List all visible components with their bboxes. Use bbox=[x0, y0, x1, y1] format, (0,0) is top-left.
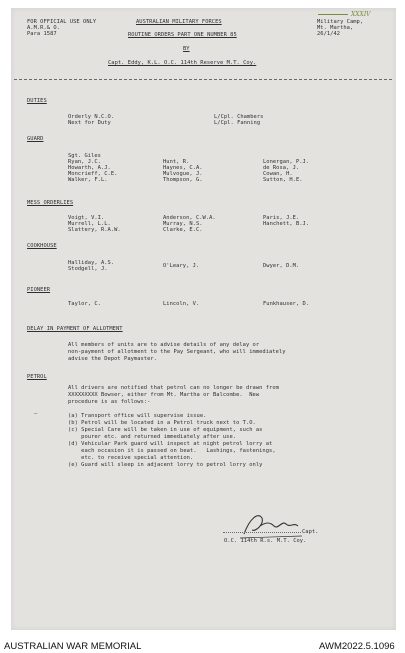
duties-heading: DUTIES bbox=[27, 98, 47, 104]
petrol-heading: PETROL bbox=[27, 374, 47, 380]
petrol-item: (c) Special Care will be taken in use of equipment, such as bbox=[68, 427, 263, 433]
mess-orderly-name: Slattery, R.A.W. bbox=[68, 227, 121, 233]
mess-orderlies-heading: MESS ORDERLIES bbox=[27, 200, 74, 206]
duty-label: Next for Duty bbox=[68, 120, 111, 126]
mess-orderly-name: Hanchett, B.J. bbox=[263, 221, 310, 227]
cookhouse-name: O'Leary, J. bbox=[163, 263, 200, 269]
guard-heading: GUARD bbox=[27, 136, 44, 142]
petrol-body-line: procedure is as follows:- bbox=[68, 399, 151, 405]
cookhouse-name: Stodgell, J. bbox=[68, 266, 108, 272]
guard-name: Walker, F.L. bbox=[68, 177, 108, 183]
guard-name: Hunt, R. bbox=[163, 159, 190, 165]
header-issuer: Capt. Eddy, K.L. O.C. 114th Reserve M.T. Coy. bbox=[108, 60, 257, 66]
cookhouse-name: Halliday, A.S. bbox=[68, 260, 115, 266]
guard-name: Ryan, J.C. bbox=[68, 159, 101, 165]
pioneer-name: Lincoln, V. bbox=[163, 301, 200, 307]
allotment-body-line: All members of units are to advise details of any delay or bbox=[68, 342, 260, 348]
archive-name: AUSTRALIAN WAR MEMORIAL bbox=[4, 641, 142, 652]
header-divider bbox=[14, 79, 392, 80]
guard-name: Thompson, G. bbox=[163, 177, 203, 183]
cookhouse-heading: COOKHOUSE bbox=[27, 243, 57, 249]
signature-title: O.C. 114th R.s. M.T. Coy. bbox=[224, 538, 307, 544]
allotment-body-line: advise the Depot Paymaster. bbox=[68, 356, 157, 362]
duty-label: Orderly N.C.O. bbox=[68, 114, 115, 120]
guard-name: Howarth, A.J. bbox=[68, 165, 111, 171]
petrol-item: pourer etc. and returned immediately after use. bbox=[68, 434, 237, 440]
duty-assignee: L/Cpl. Fanning bbox=[214, 120, 261, 126]
header-orders-title: ROUTINE ORDERS PART ONE NUMBER 85 bbox=[128, 32, 237, 38]
header-left-line-3: Para 1587 bbox=[27, 31, 57, 37]
guard-name: Haynes, C.A. bbox=[163, 165, 203, 171]
header-left-line-1: FOR OFFICIAL USE ONLY bbox=[27, 19, 97, 25]
allotment-body-line: non-payment of allotment to the Pay Sergeant, who will immediately bbox=[68, 349, 286, 355]
header-right-line-3: 26/1/42 bbox=[317, 31, 341, 37]
guard-name: Lonergan, P.J. bbox=[263, 159, 310, 165]
mess-orderly-name: Murray, N.S. bbox=[163, 221, 203, 227]
signature-line bbox=[223, 532, 301, 533]
mess-orderly-name: Voigt, V.I. bbox=[68, 215, 105, 221]
allotment-heading: DELAY IN PAYMENT OF ALLOTMENT bbox=[27, 326, 123, 332]
guard-name: de Rosa, J. bbox=[263, 165, 300, 171]
mess-orderly-name: Murrell, L.L. bbox=[68, 221, 111, 227]
pioneer-name: Funkhauser, D. bbox=[263, 301, 310, 307]
margin-mark: — bbox=[34, 411, 38, 417]
archive-reference: AWM2022.5.1096 bbox=[319, 641, 395, 652]
pioneer-name: Taylor, C. bbox=[68, 301, 101, 307]
petrol-item: (e) Guard will sleep in adjacent lorry to petrol lorry only bbox=[68, 462, 263, 468]
petrol-item: each occasion it is passed on beat. Lashings, fastenings, bbox=[68, 448, 276, 454]
petrol-body-line: All drivers are notified that petrol can no longer be drawn from bbox=[68, 385, 279, 391]
guard-name: Sgt. Giles bbox=[68, 153, 101, 159]
mess-orderly-name: Clarke, E.C. bbox=[163, 227, 203, 233]
mess-orderly-name: Anderson, C.W.A. bbox=[163, 215, 216, 221]
petrol-item: (a) Transport office will supervise issue. bbox=[68, 413, 207, 419]
signature-rank: Capt. bbox=[302, 529, 319, 535]
guard-name: Moncrieff, C.E. bbox=[68, 171, 118, 177]
petrol-item: (d) Vehicular Park guard will inspect at night petrol lorry at bbox=[68, 441, 273, 447]
header-by: BY bbox=[183, 46, 190, 52]
archive-footer bbox=[0, 638, 405, 653]
document-page bbox=[11, 8, 396, 630]
mess-orderly-name: Paris, J.E. bbox=[263, 215, 300, 221]
cookhouse-name: Dwyer, D.M. bbox=[263, 263, 300, 269]
header-org-title: AUSTRALIAN MILITARY FORCES bbox=[136, 19, 222, 25]
guard-name: Cowan, H. bbox=[263, 171, 293, 177]
header-right-line-1: Military Camp, bbox=[317, 19, 364, 25]
pioneer-heading: PIONEER bbox=[27, 287, 51, 293]
petrol-item: etc. to receive special attention. bbox=[68, 455, 194, 461]
guard-name: Sutton, H.E. bbox=[263, 177, 303, 183]
petrol-item: (b) Petrol will be located in a Petrol truck next to T.O. bbox=[68, 420, 256, 426]
header-right-line-2: Mt. Martha, bbox=[317, 25, 354, 31]
handwritten-reference: XXXIV bbox=[318, 11, 371, 18]
guard-name: Mulvogue, J. bbox=[163, 171, 203, 177]
petrol-body-line: XXXXXXXXX Bowser, either from Mt. Martha or Balcombe. New bbox=[68, 392, 260, 398]
duty-assignee: L/Cpl. Chambers bbox=[214, 114, 264, 120]
header-left-line-2: A.M.R.& O. bbox=[27, 25, 60, 31]
